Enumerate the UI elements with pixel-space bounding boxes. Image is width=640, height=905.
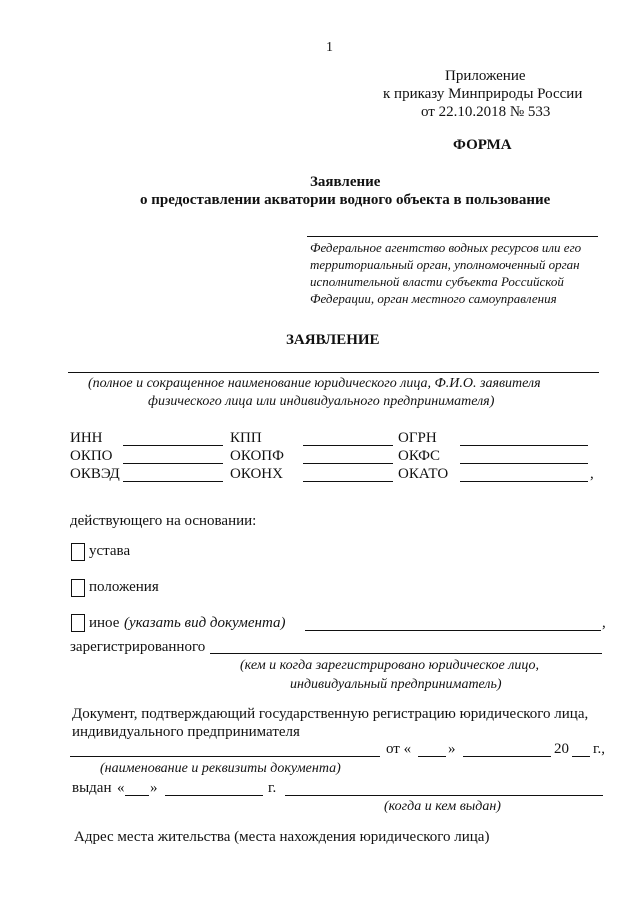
regdoc-date-close: » — [448, 741, 456, 757]
issued-hint: (когда и кем выдан) — [384, 799, 501, 814]
registered-hint-1: (кем и когда зарегистрировано юридическое лицо, — [240, 658, 539, 673]
other-document-field[interactable] — [305, 630, 601, 631]
issued-by-field[interactable] — [285, 795, 603, 796]
okved-label: ОКВЭД — [70, 466, 120, 482]
okopf-label: ОКОПФ — [230, 448, 284, 464]
regdoc-year-field[interactable] — [572, 756, 590, 757]
issued-label: выдан — [72, 780, 112, 796]
issued-month-field[interactable] — [165, 795, 263, 796]
kpp-label: КПП — [230, 430, 262, 446]
other-hint: (указать вид документа) — [124, 615, 286, 631]
registered-hint-2: индивидуальный предприниматель) — [290, 677, 502, 692]
other-label: иное — [89, 615, 120, 631]
okfs-field[interactable] — [460, 463, 588, 464]
statement-heading: ЗАЯВЛЕНИЕ — [286, 332, 380, 348]
basis-label: действующего на основании: — [70, 513, 257, 529]
recipient-line-2: территориальный орган, уполномоченный орган — [310, 257, 580, 272]
okpo-label: ОКПО — [70, 448, 113, 464]
ogrn-field[interactable] — [460, 445, 588, 446]
regdoc-day-field[interactable] — [418, 756, 446, 757]
applicant-hint-2: физического лица или индивидуального предпринимателя) — [148, 394, 495, 409]
regdoc-year-prefix: 20 — [554, 741, 569, 757]
regdoc-year-suffix: г., — [593, 741, 605, 757]
recipient-line — [307, 236, 598, 237]
recipient-line-1: Федеральное агентство водных ресурсов или его — [310, 240, 582, 255]
okved-field[interactable] — [123, 481, 223, 482]
issued-day-field[interactable] — [125, 795, 149, 796]
title-line-1: Заявление — [310, 174, 381, 190]
regdoc-hint: (наименование и реквизиты документа) — [100, 761, 341, 776]
okopf-field[interactable] — [303, 463, 393, 464]
okonh-field[interactable] — [303, 481, 393, 482]
address-label: Адрес места жительства (места нахождения юридического лица) — [74, 829, 490, 845]
regdoc-month-field[interactable] — [463, 756, 551, 757]
applicant-hint-1: (полное и сокращенное наименование юридического лица, Ф.И.О. заявителя — [88, 376, 541, 391]
charter-label: устава — [89, 543, 131, 559]
charter-checkbox[interactable] — [71, 543, 85, 561]
okato-field[interactable] — [460, 481, 588, 482]
appendix-line-3: от 22.10.2018 № 533 — [421, 104, 551, 120]
regdoc-name-field[interactable] — [70, 756, 380, 757]
appendix-line-2: к приказу Минприроды России — [383, 86, 583, 102]
okfs-label: ОКФС — [398, 448, 441, 464]
page-number: 1 — [326, 40, 333, 55]
title-line-2: о предоставлении акватории водного объекта в пользование — [140, 192, 551, 208]
okato-comma: , — [590, 466, 594, 482]
inn-label: ИНН — [70, 430, 103, 446]
registered-field[interactable] — [210, 653, 602, 654]
recipient-line-4: Федерации, орган местного самоуправления — [310, 291, 557, 306]
ogrn-label: ОГРН — [398, 430, 437, 446]
issued-close: » — [150, 780, 158, 796]
other-comma: , — [602, 615, 606, 631]
form-label: ФОРМА — [453, 137, 512, 153]
other-document-checkbox[interactable] — [71, 614, 85, 632]
regdoc-line-1: Документ, подтверждающий государственную регистрацию юридического лица, — [72, 706, 589, 722]
appendix-line-1: Приложение — [445, 68, 526, 84]
issued-open: « — [117, 780, 125, 796]
okato-label: ОКАТО — [398, 466, 449, 482]
okonh-label: ОКОНХ — [230, 466, 283, 482]
regulation-checkbox[interactable] — [71, 579, 85, 597]
okpo-field[interactable] — [123, 463, 223, 464]
inn-field[interactable] — [123, 445, 223, 446]
kpp-field[interactable] — [303, 445, 393, 446]
regulation-label: положения — [89, 579, 159, 595]
issued-year-label: г. — [268, 780, 277, 796]
recipient-line-3: исполнительной власти субъекта Российской — [310, 274, 564, 289]
regdoc-date-from: от « — [386, 741, 412, 757]
registered-label: зарегистрированного — [70, 639, 206, 655]
applicant-name-field[interactable] — [68, 372, 599, 373]
regdoc-line-2: индивидуального предпринимателя — [72, 724, 300, 740]
